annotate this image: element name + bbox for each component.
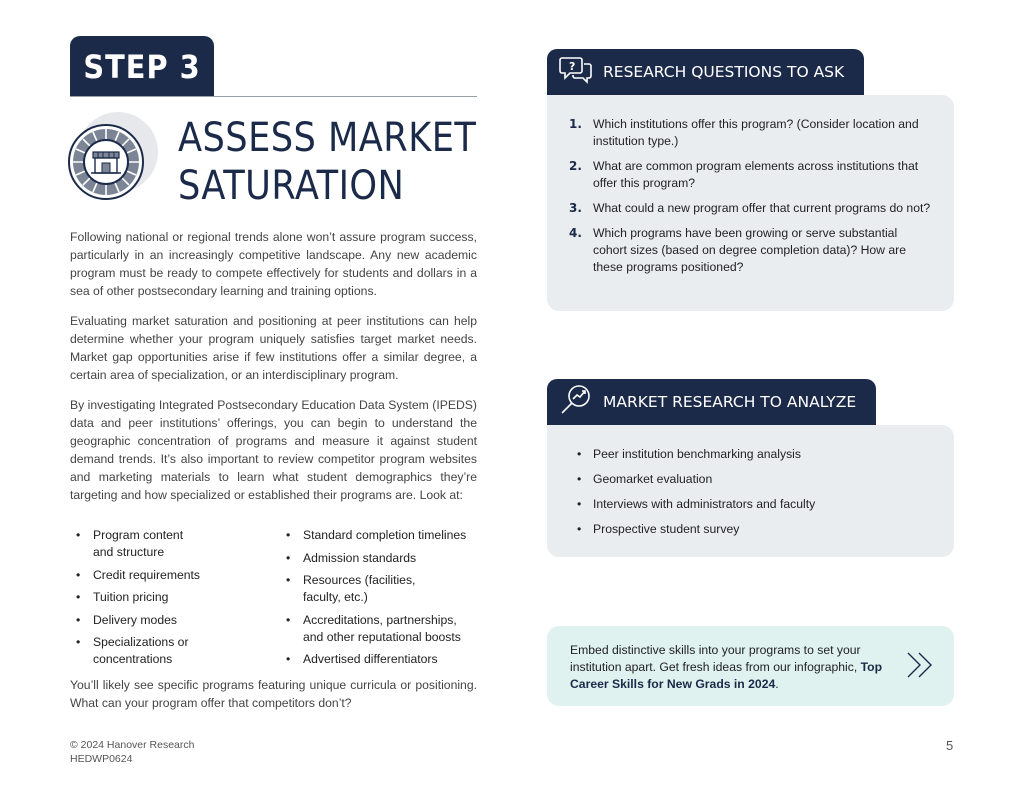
questions-tab <box>547 49 864 95</box>
list-item: • Program content and structure <box>70 527 203 561</box>
page-title <box>178 114 478 210</box>
list-item: • Delivery modes <box>70 612 270 629</box>
list-item <box>547 116 932 150</box>
callout-body: Embed distinctive skills into your programs to set your institution apart. Get fresh ideas from our infographic, <box>570 643 861 674</box>
question-number: 3. <box>569 201 582 215</box>
question-number: 4. <box>569 226 582 240</box>
step-label: STEP 3 <box>83 47 201 86</box>
header-rule <box>70 96 477 97</box>
list-item: • Accreditations, partnerships, and other reputational boosts <box>280 612 478 646</box>
title-line-2: SATURATION <box>178 163 405 209</box>
list-item: • Admission standards <box>280 550 480 567</box>
title-line-1: ASSESS MARKET <box>178 115 477 161</box>
criteria-list-right <box>280 527 480 674</box>
list-item: • Peer institution benchmarking analysis <box>547 446 932 463</box>
svg-text:?: ? <box>569 59 576 73</box>
list-item <box>547 158 932 192</box>
list-item: • Standard completion timelines <box>280 527 480 544</box>
list-item: • Advertised differentiators <box>280 651 480 668</box>
question-chat-icon <box>559 55 593 90</box>
questions-heading: RESEARCH QUESTIONS TO ASK <box>603 63 845 81</box>
list-item: • Prospective student survey <box>547 521 932 538</box>
question-text: What could a new program offer that current programs do not? <box>593 201 931 215</box>
questions-panel <box>547 95 954 311</box>
question-text: Which programs have been growing or serve substantial cohort sizes (based on degree completion data)? How are these programs positioned? <box>593 226 906 274</box>
research-list <box>547 446 932 546</box>
paragraph-1: Following national or regional trends alone won’t assure program success, particularly in an increasingly competitive landscape. Any new academic program must be ready to compete effectively for students and dollars in a sea of other postsecondary learning and training options. <box>70 230 477 298</box>
list-item: • Interviews with administrators and faculty <box>547 496 932 513</box>
step-tab <box>70 36 214 97</box>
magnifier-chart-icon <box>559 384 593 421</box>
infographic-link[interactable]: Top Career Skills for New Grads in 2024 <box>570 660 883 691</box>
paragraph-4: You’ll likely see specific programs featuring unique curricula or positioning. What can your program offer that competitors don’t? <box>70 678 477 710</box>
footer <box>70 738 194 766</box>
list-item: • Geomarket evaluation <box>547 471 932 488</box>
question-number: 2. <box>569 159 582 173</box>
double-chevron-right-icon[interactable] <box>906 650 936 685</box>
list-item: • Credit requirements <box>70 567 270 584</box>
callout-text <box>570 642 890 693</box>
copyright: © 2024 Hanover Research <box>70 739 195 751</box>
question-text: Which institutions offer this program? (Consider location and institution type.) <box>593 117 919 148</box>
research-tab <box>547 379 876 425</box>
document-code: HEDWP0624 <box>70 753 133 765</box>
question-text: What are common program elements across institutions that offer this program? <box>593 159 919 190</box>
list-item: • Specializations or concentrations <box>70 634 203 668</box>
paragraph-2: Evaluating market saturation and positioning at peer institutions can help determine whether your program uniquely satisfies target market needs. Market gap opportunities arise if few institutions offer a similar degree, a certain area of specialization, or an interdisciplinary program. <box>70 314 477 382</box>
list-item: • Tuition pricing <box>70 589 270 606</box>
paragraph-3: By investigating Integrated Postsecondary Education Data System (IPEDS) data and peer institutions’ offerings, you can begin to understand the geographic concentration of programs and measure it against student demand trends. It’s also important to review competitor program websites and marketing materials to learn what student demographics they’re targeting and how specialized or established their programs are. Look at: <box>70 398 477 502</box>
research-heading: MARKET RESEARCH TO ANALYZE <box>603 393 857 411</box>
page-number: 5 <box>946 738 954 753</box>
list-item <box>547 225 932 276</box>
callout-end: . <box>775 677 779 691</box>
storefront-icon <box>66 108 160 202</box>
question-number: 1. <box>569 117 582 131</box>
questions-list <box>547 116 932 284</box>
research-panel <box>547 425 954 557</box>
infographic-callout[interactable] <box>547 626 954 706</box>
criteria-list-left <box>70 527 270 674</box>
list-item <box>547 200 932 217</box>
list-item: • Resources (facilities, faculty, etc.) <box>280 572 428 606</box>
